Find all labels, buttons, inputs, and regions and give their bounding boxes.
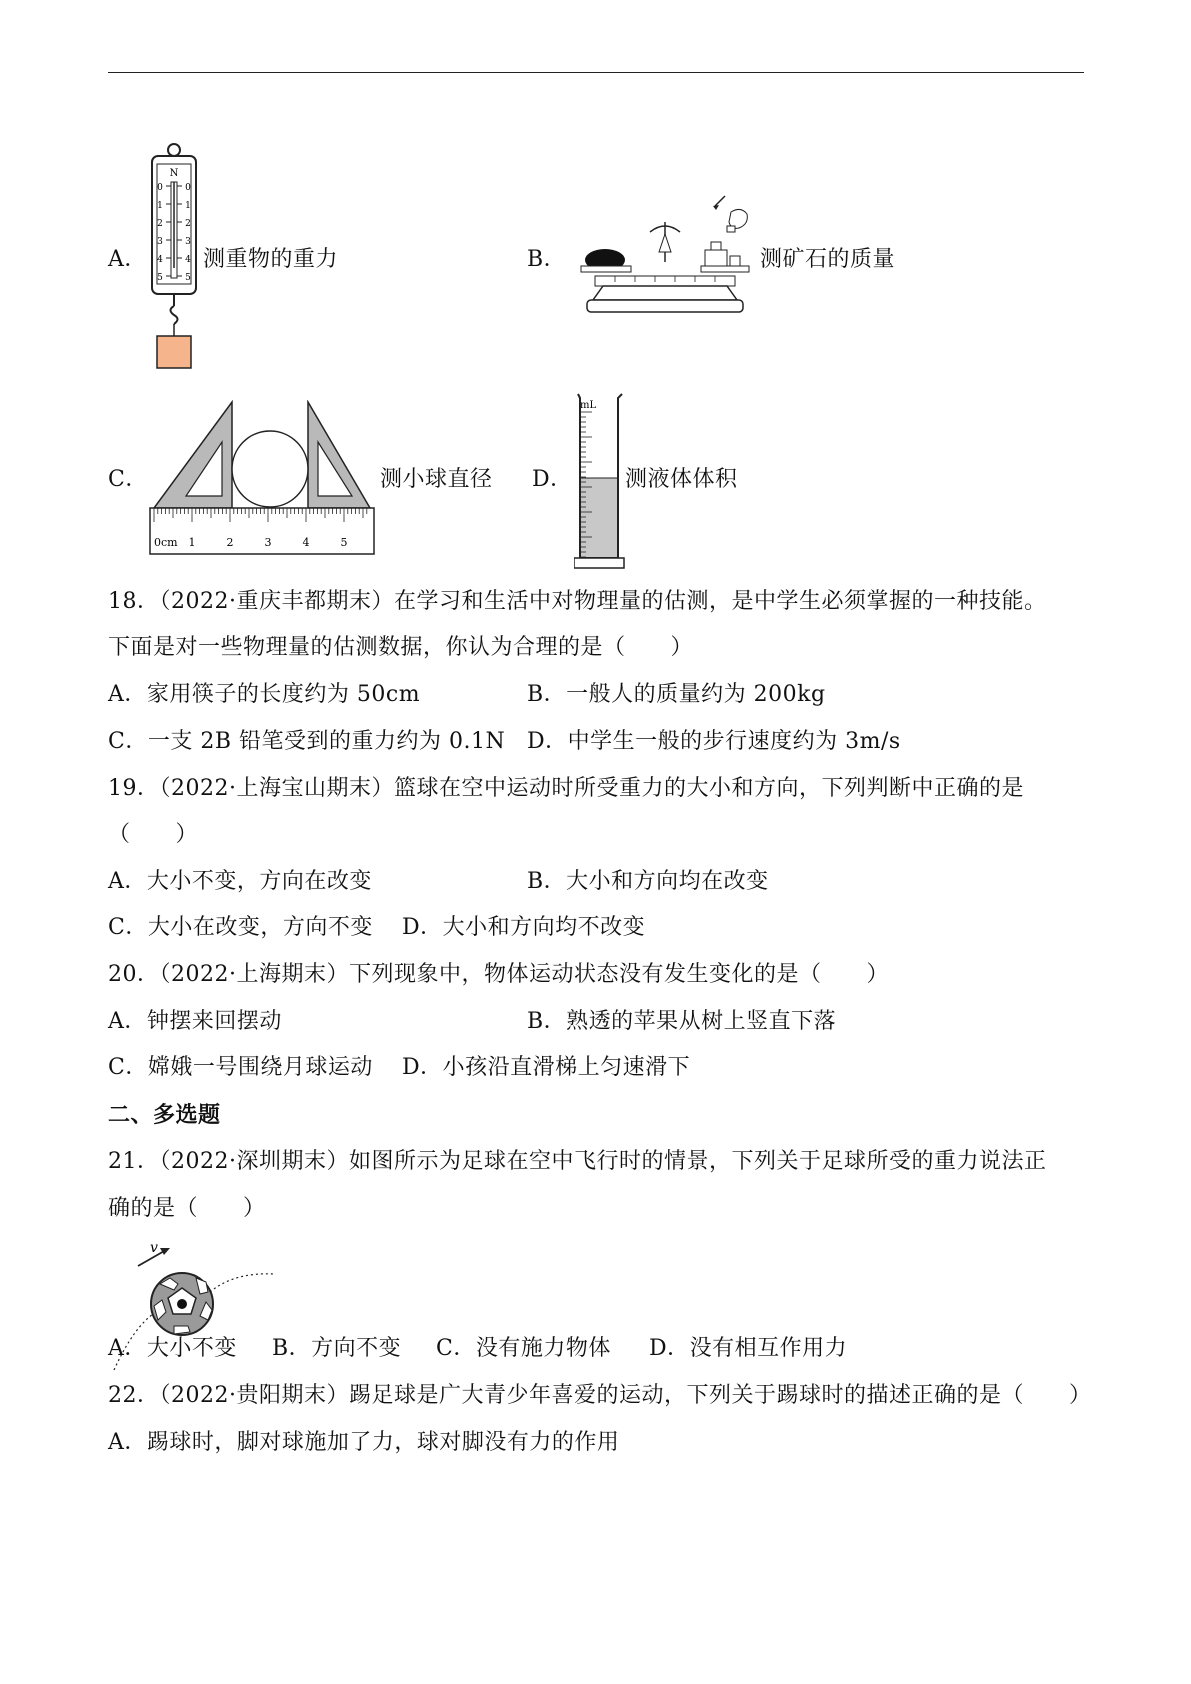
scale-tick-label: 3 (185, 237, 191, 247)
q17-option-b-letter: B． (527, 247, 567, 272)
q21-option-c: C．没有施力物体 (436, 1336, 611, 1361)
ruler-tick-label: 3 (264, 536, 272, 549)
cylinder-unit: mL (580, 400, 597, 411)
ruler-tick-label: 4 (302, 536, 310, 549)
q22-stem: 22．（2022·贵阳期末）踢足球是广大青少年喜爱的运动，下列关于踢球时的描述正确的是（ ） (108, 1383, 1092, 1408)
q19-option-a: A．大小不变，方向在改变 (108, 869, 372, 894)
q21-option-d: D．没有相互作用力 (649, 1336, 848, 1361)
q19-option-c: C．大小在改变，方向不变 (108, 915, 373, 940)
scale-tick-label: 5 (185, 273, 191, 283)
scale-tick-label: 3 (157, 237, 163, 247)
q19-option-d: D．大小和方向均不改变 (402, 915, 646, 940)
scale-tick-label: 4 (157, 255, 163, 265)
scale-tick-label: 1 (157, 201, 163, 211)
triangle-rulers-figure (148, 400, 378, 556)
q18-option-c: C．一支 2B 铅笔受到的重力约为 0.1N (108, 729, 506, 754)
q21-option-b: B．方向不变 (272, 1336, 402, 1361)
q20-option-c: C．嫦娥一号围绕月球运动 (108, 1055, 373, 1080)
spring-scale-unit: N (169, 168, 179, 179)
ruler-tick-label: 1 (188, 536, 196, 549)
weight-block (157, 336, 191, 368)
q21-option-a: A．大小不变 (108, 1336, 237, 1361)
q20-option-b: B．熟透的苹果从树上竖直下落 (527, 1009, 837, 1034)
q19-stem-line1: 19．（2022·上海宝山期末）篮球在空中运动时所受重力的大小和方向，下列判断中正确的是 (108, 776, 1024, 801)
q17-option-a-letter: A． (108, 247, 147, 272)
q20-option-a: A．钟摆来回摆动 (108, 1009, 282, 1034)
q17-option-a-text: 测重物的重力 (203, 247, 339, 272)
q19-option-b: B．大小和方向均在改变 (527, 869, 769, 894)
header-rule (108, 72, 1084, 73)
scale-tick-label: 0 (185, 183, 191, 193)
q21-stem-line1: 21．（2022·深圳期末）如图所示为足球在空中飞行时的情景，下列关于足球所受的重力说法正 (108, 1149, 1047, 1174)
q17-option-d-letter: D． (532, 467, 573, 492)
q17-option-d-text: 测液体体积 (625, 467, 738, 492)
scale-tick-label: 0 (157, 183, 163, 193)
q19-stem-line2: （ ） (108, 822, 199, 847)
balance-scale-figure (575, 192, 755, 322)
q17-option-c-letter: C． (108, 467, 148, 492)
q20-option-d: D．小孩沿直滑梯上匀速滑下 (402, 1055, 691, 1080)
q17-option-c-text: 测小球直径 (380, 467, 493, 492)
q20-stem: 20．（2022·上海期末）下列现象中，物体运动状态没有发生变化的是（ ） (108, 962, 889, 987)
scale-tick-label: 2 (185, 219, 191, 229)
ruler-tick-label: 0cm (154, 536, 178, 549)
spring-scale-figure (146, 142, 202, 374)
q18-stem-line2: 下面是对一些物理量的估测数据，你认为合理的是（ ） (108, 635, 694, 660)
q18-stem-line1: 18．（2022·重庆丰都期末）在学习和生活中对物理量的估测，是中学生必须掌握的一种技能。 (108, 589, 1047, 614)
q18-option-b: B．一般人的质量约为 200kg (527, 682, 826, 707)
q17-option-b-text: 测矿石的质量 (760, 247, 896, 272)
q18-option-a: A．家用筷子的长度约为 50cm (108, 682, 421, 707)
ruler-tick-label: 2 (226, 536, 234, 549)
q21-stem-line2: 确的是（ ） (108, 1196, 266, 1221)
graduated-cylinder-figure (574, 392, 630, 570)
scale-tick-label: 4 (185, 255, 191, 265)
scale-tick-label: 5 (157, 273, 163, 283)
section-title: 二、多选题 (108, 1102, 221, 1128)
ruler-tick-label: 5 (340, 536, 348, 549)
scale-tick-label: 1 (185, 201, 191, 211)
q18-option-d: D．中学生一般的步行速度约为 3m/s (527, 729, 901, 754)
scale-tick-label: 2 (157, 219, 163, 229)
velocity-label: v (150, 1240, 158, 1256)
liquid (580, 478, 618, 558)
q22-option-a: A．踢球时，脚对球施加了力，球对脚没有力的作用 (108, 1430, 620, 1455)
